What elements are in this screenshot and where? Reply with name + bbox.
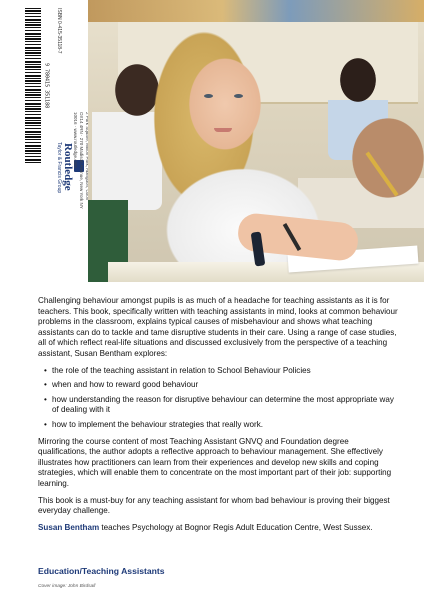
bullet-item: • how understanding the reason for disruptive behaviour can determine the most appropriate way of dealing with it [46,395,398,416]
bullet-item: • the role of the teaching assistant in relation to School Behaviour Policies [46,366,398,377]
cover-photo [88,0,424,282]
girl-eye-left [204,94,213,98]
bullet-item: • how to implement the behaviour strategies that really work. [46,420,398,431]
girl-mouth [214,128,232,132]
barcode-number: 9 780415 351188 [43,63,50,109]
publisher-address: OX14 4RN · 270 Madison Avenue, New York NY 10016 · www.routledge.com [73,112,84,209]
barcode [25,8,55,164]
isbn-label: ISBN 0-415-35118-7 [56,8,62,54]
barcode-bars [25,8,41,164]
author-name: Susan Bentham [38,522,100,532]
publisher-name: Routledge [62,143,74,191]
bullet-list [38,366,398,431]
author-bio-text: teaches Psychology at Bognor Regis Adult Education Centre, West Sussex. [99,522,373,532]
girl-face [180,48,270,160]
girl-eye-right [234,94,243,98]
blurb-paragraph-3: This book is a must-buy for any teaching assistant for whom bad behaviour is proving their biggest everyday challenge. [38,495,390,516]
blurb-intro: Challenging behaviour amongst pupils is as much of a headache for teaching assistants as it is for teachers. This book, specifically written with teaching assistants in mind, looks at common behaviour problems in the classroom, explains typical causes of misbehaviour and shows what teaching assistants can do to tackle and tame disruptive students in their care. Using a range of case studies, all of which reflect real-life situations and discussed exclusively from the perspective of a teaching assistant, Susan Bentham explores: [38,296,398,358]
blurb-paragraph-2: Mirroring the course content of most Teaching Assistant GNVQ and Foundation degree qualifications, the author adopts a reflective approach to behaviour management. She effectively illustrates how practitioners can learn from their experiences and develop new skills and coping strategies, which will enable them to concentrate on the most important part of their job: supporting learning. [38,436,392,488]
bullet-item: • when and how to reward good behaviour [46,380,398,391]
subject-category: Education/Teaching Assistants [38,566,165,576]
author-bio [38,523,398,534]
back-cover-spine [0,0,89,282]
back-cover-blurb [38,296,398,539]
cover-image-credit: Cover image: John Birdsall [38,584,96,589]
publisher-subtitle: Taylor & Francis Group [56,142,62,194]
